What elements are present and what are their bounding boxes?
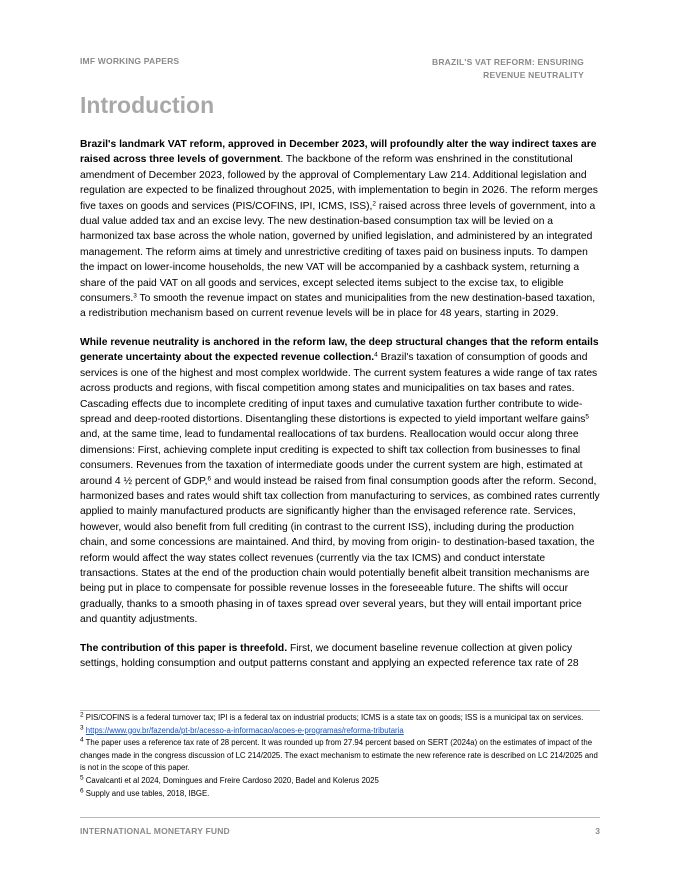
footnote-number: 6 [80,787,84,795]
section-title: Introduction [80,92,215,118]
paragraph-2 [80,335,600,628]
paragraph-3 [80,641,600,672]
running-header-right-line2: REVENUE NEUTRALITY [483,70,584,80]
footnote-text: The paper uses a reference tax rate of 28 percent. It was rounded up from 27.94 percent based on SERT (2024a) on the estimates of impact of the changes made in the congress discussion of LC 214/2025. The exact mechanism to estimate the new reference rate is described on LC 214/2025 and is not in the scope of this paper. [80,738,598,773]
footnote-2 [80,712,600,725]
paragraph-2-text-a: Brazil's taxation of consumption of goods and services is one of the highest and most complex worldwide. The current system features a wide range of tax rates across products and regions, with fiscal competition among states and municipalities on tax bases and rates. Cascading effects due to incomplete crediting of input taxes and cumulative taxation further contribute to wide-spread and deep-rooted distortions. Disentangling these distortions is expected to yield important welfare gains [80,352,598,425]
footnote-text: Cavalcanti et al 2024, Domingues and Freire Cardoso 2020, Badel and Kolerus 2025 [83,775,379,785]
paragraph-3-text: First, we document baseline revenue collection at given policy settings, holding consumption and output patterns constant and applying an expected reference tax rate of 28 [80,642,579,669]
paragraph-2-text-c: and would instead be raised from final consumption goods after the reform. Second, harmonized bases and rates would shift tax collection from manufacturing to services, as combined rates currently applied to mainly manufactured products are significantly higher than the envisaged reference rate. Services, however, would also benefit from full crediting (in contrast to the current ISS), including during the production chain, and some concessions are maintained. And third, by moving from origin- to destination-based taxation, the reform would affect the way states collect revenues (currently via the tax ICMS) and conduct interstate transactions. States at the end of the production chain would potentially benefit albeit transition mechanisms are being put in place to compensate for possible revenue losses in the foreseeable future. The shifts will occur gradually, thanks to a smooth phasing in of taxes spread over several years, but they will entail important price and quantity adjustments. [80,475,600,626]
footnote-5 [80,775,600,788]
running-header-left: IMF WORKING PAPERS [80,56,180,66]
footnote-number: 3 [80,724,84,732]
paragraph-1-text-c: To smooth the revenue impact on states and municipalities from the new destination-based taxation, a redistribution mechanism based on current revenue levels will be in place for 48 years, starting in 2029. [80,293,596,320]
footnote-number: 5 [80,774,84,782]
paragraph-1-text-b: raised across three levels of government, into a dual value added tax and an excise levy. The new destination-based consumption tax will be levied on a harmonized tax base across the whole nation, governed by unified legislation, and administered by an integrated management. The reform aims at timely and unrestrictive crediting of taxes paid on business inputs. To dampen the impact on lower-income households, the new VAT will be accompanied by a cashback system, returning a share of the paid VAT on all goods and services, except selected items subject to the excise tax, to eligible consumers. [80,200,596,305]
running-header-right-line1: BRAZIL'S VAT REFORM: ENSURING [431,57,584,67]
paragraph-2-text-b: and, at the same time, lead to fundamental reallocations of tax burdens. Reallocation would occur along three dimensions: First, achieving complete input crediting is expected to shift tax collection from businesses to final consumers. Revenues from the taxation of intermediate goods under the current system are high, estimated at around 4 ½ percent of GDP, [80,429,583,487]
footnote-text: PIS/COFINS is a federal turnover tax; IPI is a federal tax on industrial products; ICMS is a state tax on goods; ISS is a municipal tax on services. [83,713,584,722]
footnote-ref-5[interactable]: 5 [585,413,590,421]
footnote-4 [80,737,600,775]
footnotes [80,710,600,800]
paragraph-1-text-a: . The backbone of the reform was enshrined in the constitutional amendment of December 2023, followed by the approval of Complementary Law 214. Additional legislation and regulation are expected to be finalized throughout 2025, with implementation to begin in 2026. The reform merges five taxes on goods and services (PIS/COFINS, IPI, ICMS, ISS), [80,154,598,212]
footnote-number: 2 [80,711,84,719]
footnote-ref-3[interactable]: 3 [133,292,137,300]
page-number: 3 [595,826,600,836]
running-header-right [364,56,584,82]
footnote-3 [80,725,600,738]
paragraph-1 [80,137,600,322]
body-text [80,137,600,684]
footer-divider [80,817,600,818]
running-footer: INTERNATIONAL MONETARY FUND [80,826,230,836]
footnote-6 [80,788,600,801]
footnote-ref-2[interactable]: 2 [372,200,377,208]
footnote-ref-6[interactable]: 6 [207,475,212,483]
footnote-text: Supply and use tables, 2018, IBGE. [83,788,210,798]
paragraph-1-lead: Brazil's landmark VAT reform, approved in December 2023, will profoundly alter the way indirect taxes are raised across three levels of government [80,139,597,166]
footnote-number: 4 [80,736,84,744]
paragraph-3-lead: The contribution of this paper is threefold. [80,642,288,654]
footnote-link[interactable]: https://www.gov.br/fazenda/pt-br/acesso-a-informacao/acoes-e-programas/reforma-tributaria [85,725,404,735]
footnote-ref-4[interactable]: 4 [374,351,378,359]
paragraph-2-lead: While revenue neutrality is anchored in the reform law, the deep structural changes that the reform entails generate uncertainty about the expected revenue collection. [80,336,599,364]
